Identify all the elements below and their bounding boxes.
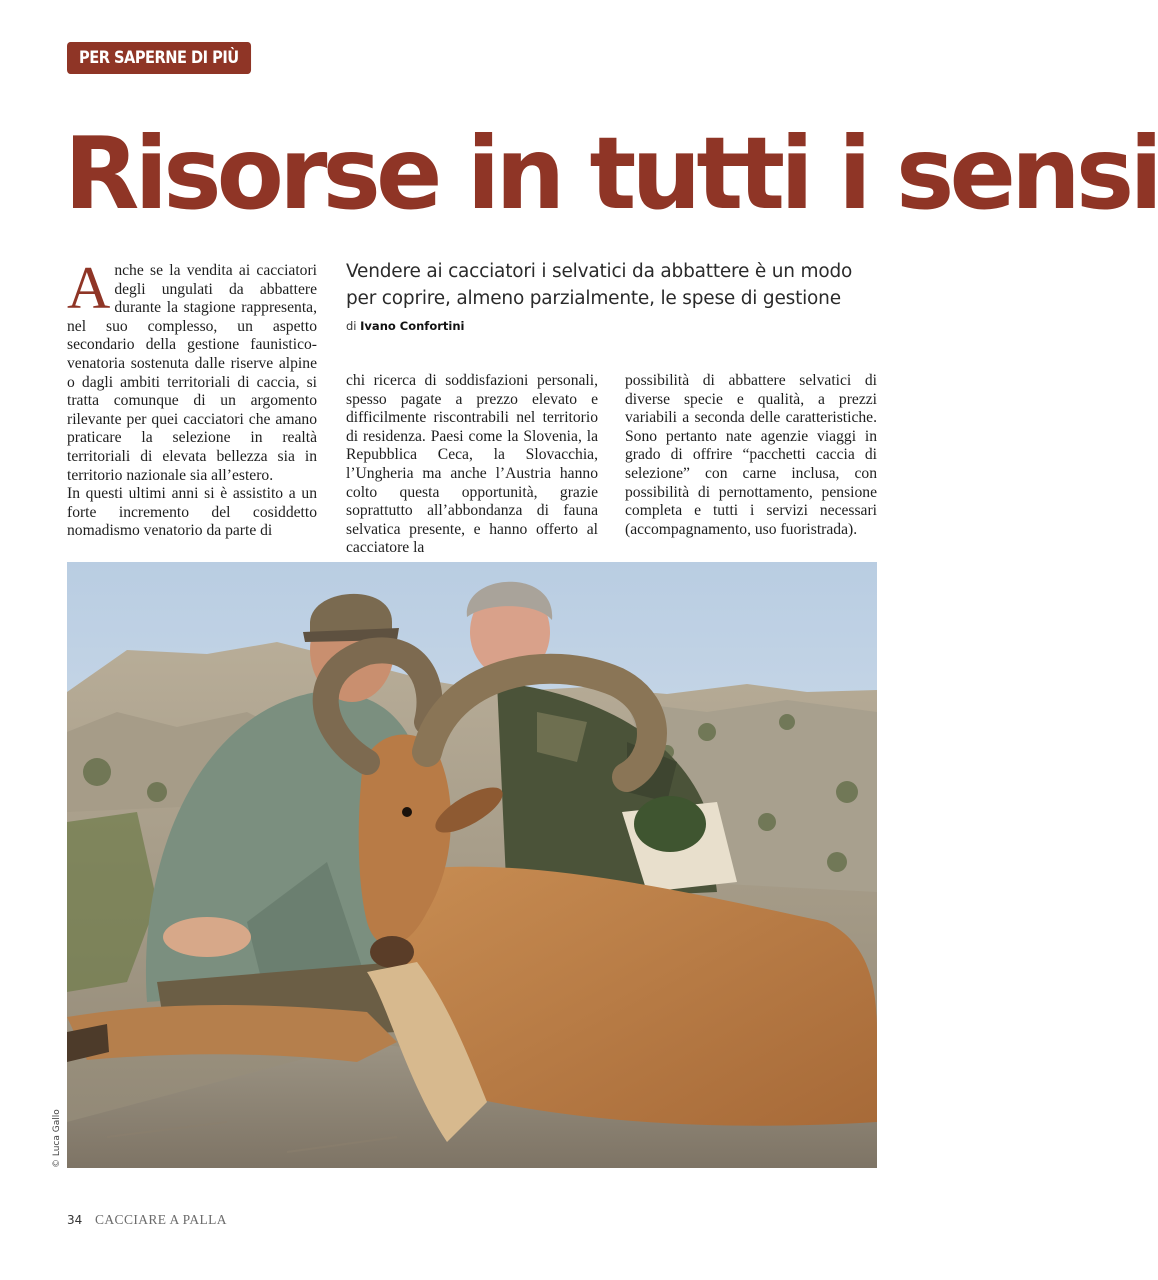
body-paragraph: In questi ultimi anni si è assistito a un forte incremento del cosiddetto nomadismo venatorio da parte di (67, 485, 317, 540)
magazine-name: CACCIARE A PALLA (95, 1212, 227, 1227)
body-column-1 (67, 255, 317, 541)
drop-cap: A (67, 255, 111, 321)
body-paragraph: nche se la vendita ai cacciatori degli ungulati da abbattere durante la stagione rappresenta, nel suo complesso, un aspetto secondario della gestione faunistico-venatoria sostenuta dalle riserve alpine o dagli ambiti territoriali di caccia, si tratta comunque di un argomento rilevante per quei cacciatori che amano praticare la selezione in realtà territoriali di elevata bellezza sia in territorio nazionale sia all’estero. (67, 262, 317, 484)
byline (346, 319, 464, 333)
page-number: 34 (67, 1213, 83, 1227)
section-label: PER SAPERNE DI PIÙ (67, 42, 251, 74)
body-column-3 (625, 372, 877, 539)
article-subtitle: Vendere ai cacciatori i selvatici da abbattere è un modo per coprire, almeno parzialmente, le spese di gestione (346, 261, 853, 309)
body-column-2 (346, 372, 598, 558)
author-name: Ivano Confortini (360, 319, 465, 333)
photo-credit: © Luca Gallo (52, 1109, 62, 1168)
hunting-photo (67, 562, 877, 1168)
body-paragraph: possibilità di abbattere selvatici di diverse specie e qualità, a prezzi variabili a seconda delle caratteristiche. Sono pertanto nate agenzie viaggi in grado di offrire “pacchetti caccia di selezione” con carne inclusa, con possibilità di pernottamento, pensione completa e tutti i servizi necessari (accompagnamento, uso fuoristrada). (625, 372, 877, 538)
article-title: Risorse in tutti i sensi (64, 115, 1158, 232)
body-paragraph: chi ricerca di soddisfazioni personali, spesso pagate a prezzo elevato e difficilmente riscontrabili nel territorio di residenza. Paesi come la Slovenia, la Repubblica Ceca, la Slovacchia, l’Ungheria ma anche l’Austria hanno colto questa opportunità, grazie soprattutto all’abbondanza di fauna selvatica presente, e hanno offerto al cacciatore la (346, 372, 598, 557)
byline-prefix: di (346, 319, 357, 333)
